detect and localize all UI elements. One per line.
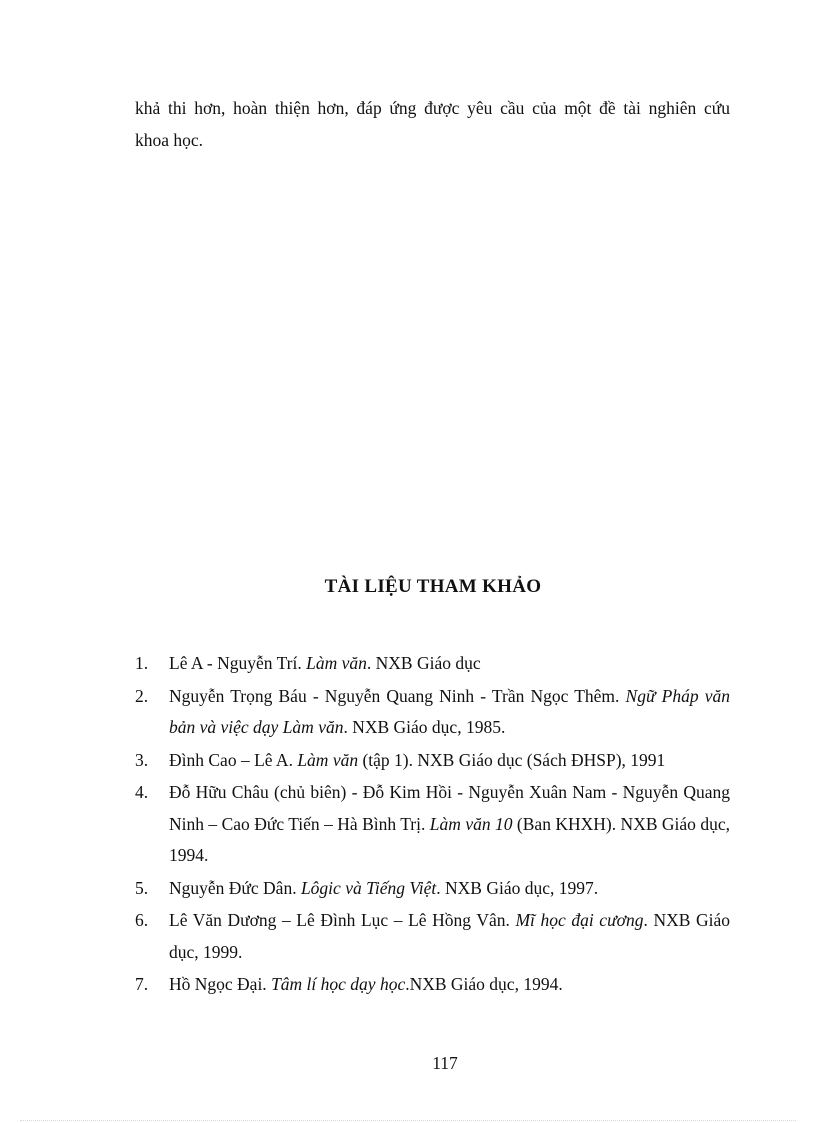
reference-item (135, 648, 730, 680)
reference-publisher: . NXB Giáo dục (366, 653, 481, 673)
reference-item (135, 681, 730, 744)
body-paragraph (135, 92, 730, 156)
page-bottom-divider (20, 1120, 796, 1121)
reference-title: Tâm lí học dạy học (271, 974, 406, 994)
reference-publisher: (Ban KHXH). NXB Giáo dục, 1994. (169, 813, 730, 865)
reference-title: Làm văn (297, 749, 359, 770)
reference-number: 1. (135, 653, 149, 673)
references-list (135, 648, 730, 1002)
reference-publisher: .NXB Giáo dục, 1994. (405, 974, 563, 994)
reference-item (135, 969, 730, 1001)
reference-authors: Nguyễn Trọng Báu - Nguyễn Quang Ninh - Trần Ngọc Thêm. (169, 685, 626, 706)
paragraph-line-1: khả thi hơn, hoàn thiện hơn, đáp ứng được yêu cầu của một đề tài nghiên cứu (135, 98, 730, 118)
reference-title: Lôgic và Tiếng Việt (300, 877, 437, 898)
reference-publisher: . NXB Giáo dục, 1985. (343, 717, 506, 737)
page-number: 117 (432, 1053, 458, 1073)
reference-item (135, 873, 730, 905)
reference-number: 7. (135, 974, 149, 994)
reference-publisher: (tập 1). NXB Giáo dục (Sách ĐHSP), 1991 (358, 749, 666, 770)
reference-publisher: . NXB Giáo dục, 1997. (436, 877, 599, 898)
reference-authors: Đỗ Hữu Châu (chủ biên) - Đỗ Kim Hồi - Nguyễn Xuân Nam - Nguyễn Quang Ninh – Cao Đức Tiến – Hà Bình Trị. (169, 782, 730, 834)
reference-authors: Lê Văn Dương – Lê Đình Lục – Lê Hồng Vân. (169, 910, 516, 930)
references-heading: TÀI LIỆU THAM KHẢO (324, 576, 542, 597)
reference-number: 2. (135, 685, 149, 706)
reference-number: 3. (135, 749, 149, 770)
reference-number: 6. (135, 910, 149, 930)
reference-item (135, 777, 730, 872)
reference-title: Ngữ Pháp văn bản và việc dạy Làm văn (169, 685, 730, 737)
reference-number: 5. (135, 877, 149, 898)
reference-authors: Lê A - Nguyễn Trí. (169, 653, 307, 673)
reference-authors: Nguyễn Đức Dân. (169, 877, 301, 898)
reference-publisher: . NXB Giáo dục, 1999. (169, 910, 730, 962)
reference-authors: Đình Cao – Lê A. (169, 749, 298, 770)
reference-authors: Hồ Ngọc Đại. (169, 974, 272, 994)
reference-title: Làm văn (306, 653, 367, 673)
reference-item (135, 745, 730, 777)
reference-number: 4. (135, 782, 149, 802)
reference-title: Mĩ học đại cương (515, 910, 644, 930)
paragraph-line-2: khoa học. (135, 130, 204, 150)
reference-item (135, 905, 730, 968)
reference-title: Làm văn 10 (429, 813, 513, 834)
